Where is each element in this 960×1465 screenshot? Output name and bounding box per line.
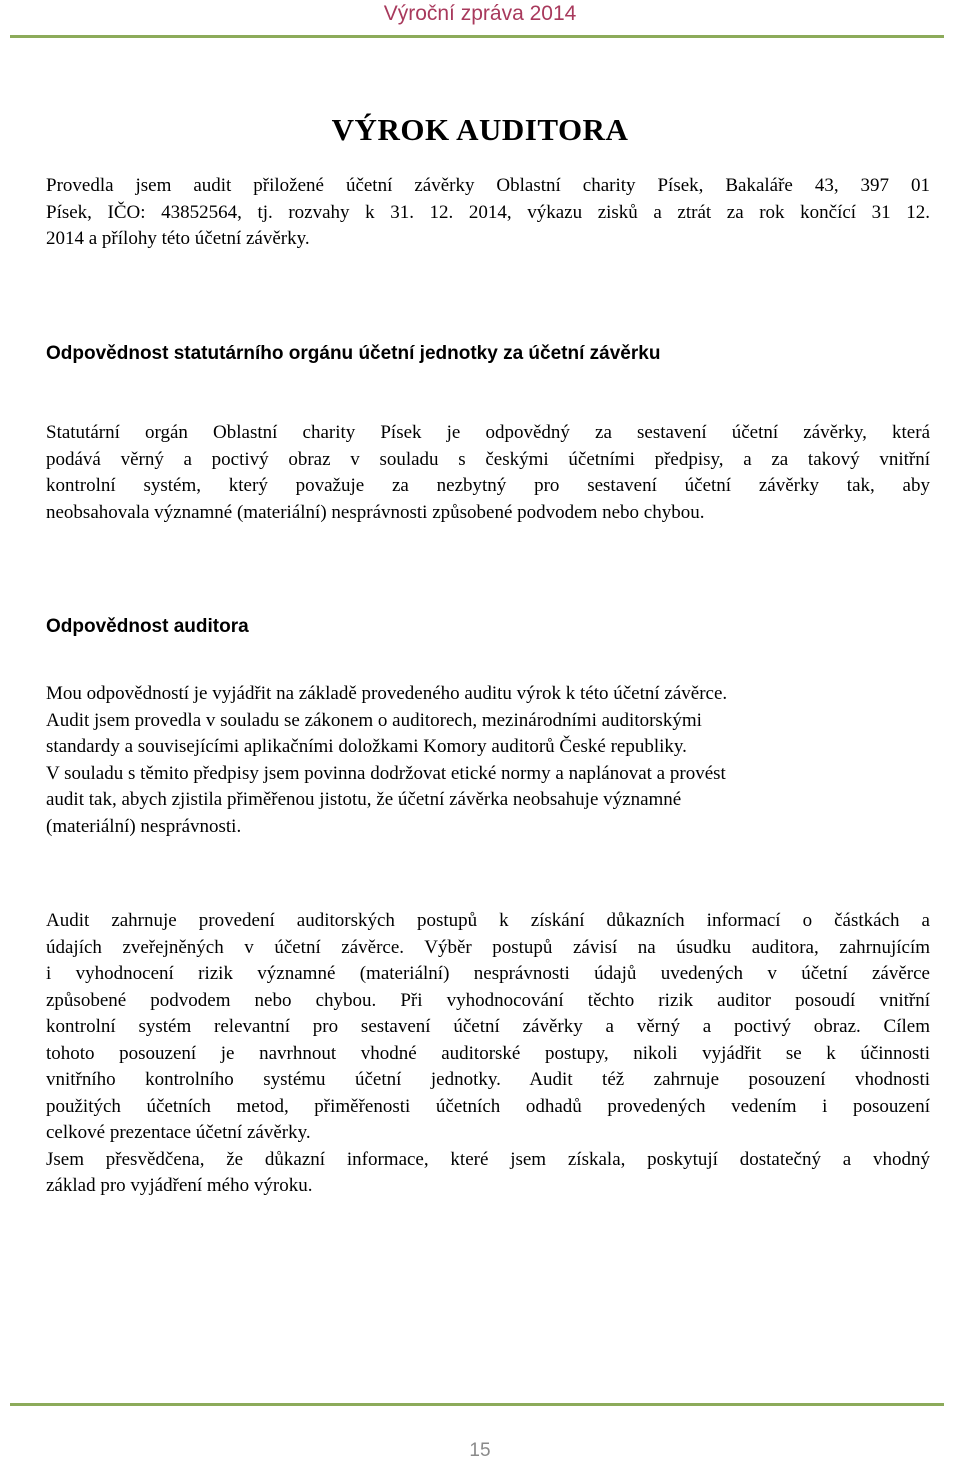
scope-line: použitých účetních metod, přiměřenosti účetních odhadů provedených vedením i posouzení — [46, 1095, 930, 1117]
scope-line: základ pro vyjádření mého výroku. — [46, 1175, 313, 1196]
page-number: 15 — [469, 1440, 491, 1461]
header-rule — [10, 35, 944, 38]
scope-line: i vyhodnocení rizik významné (materiální) nesprávnosti údajů uvedených v účetní závěrce — [46, 963, 930, 984]
scope-line: kontrolní systém relevantní pro sestavení účetní závěrky a věrný a poctivý obraz. Cílem — [46, 1016, 930, 1037]
scope-line: Audit zahrnuje provedení auditorských postupů k získání důkazních informací o částkách a — [46, 910, 930, 931]
auditor-line: V souladu s těmito předpisy jsem povinna dodržovat etické normy a naplánovat a provést — [46, 762, 726, 784]
statutory-paragraph — [46, 420, 930, 526]
auditor-line: Audit jsem provedla v souladu se zákonem o auditorech, mezinárodními auditorskými — [46, 709, 702, 731]
statutory-line: podává věrný a poctivý obraz v souladu s českými účetními předpisy, a za takový vnitřní — [46, 448, 930, 470]
document-title: VÝROK AUDITORA — [331, 112, 629, 147]
intro-paragraph — [46, 173, 930, 253]
auditor-line: audit tak, abych zjistila přiměřenou jistotu, že účetní závěrka neobsahuje významné — [46, 789, 682, 810]
intro-line: Provedla jsem audit přiložené účetní závěrky Oblastní charity Písek, Bakaláře 43, 397 01 — [46, 175, 930, 196]
scope-line: způsobené podvodem nebo chybou. Při vyhodnocování těchto rizik auditor posoudí vnitřní — [46, 989, 930, 1011]
intro-line: Písek, IČO: 43852564, tj. rozvahy k 31. 12. 2014, výkazu zisků a ztrát za rok končící 31 12. — [46, 201, 930, 223]
scope-line: vnitřního kontrolního systému účetní jednotky. Audit též zahrnuje posouzení vhodnosti — [46, 1069, 930, 1090]
scope-line: celkové prezentace účetní závěrky. — [46, 1122, 311, 1143]
footer-rule — [10, 1403, 944, 1406]
audit-scope-paragraph — [46, 908, 930, 1200]
scope-line: údajích zveřejněných v účetní závěrce. Výběr postupů závisí na úsudku auditora, zahrnujícím — [46, 936, 930, 958]
intro-line: 2014 a přílohy této účetní závěrky. — [46, 228, 310, 249]
section-heading-statutory: Odpovědnost statutárního orgánu účetní jednotky za účetní závěrku — [46, 343, 661, 364]
auditor-line: (materiální) nesprávnosti. — [46, 815, 242, 837]
scope-line: Jsem přesvědčena, že důkazní informace, které jsem získala, poskytují dostatečný a vhodný — [46, 1148, 930, 1170]
statutory-line: neobsahovala významné (materiální) nesprávnosti způsobené podvodem nebo chybou. — [46, 501, 705, 523]
section-heading-auditor: Odpovědnost auditora — [46, 616, 249, 637]
auditor-line: standardy a souvisejícími aplikačními doložkami Komory auditorů České republiky. — [46, 736, 687, 757]
auditor-line: Mou odpovědností je vyjádřit na základě provedeného auditu výrok k této účetní závěrce. — [46, 683, 728, 704]
statutory-line: Statutární orgán Oblastní charity Písek je odpovědný za sestavení účetní závěrky, která — [46, 422, 930, 443]
statutory-line: kontrolní systém, který považuje za nezbytný pro sestavení účetní závěrky tak, aby — [46, 475, 930, 496]
auditor-responsibility-paragraph — [46, 681, 930, 840]
header-title: Výroční zpráva 2014 — [383, 2, 577, 25]
scope-line: tohoto posouzení je navrhnout vhodné auditorské postupy, nikoli vyjádřit se k účinnosti — [46, 1042, 930, 1064]
